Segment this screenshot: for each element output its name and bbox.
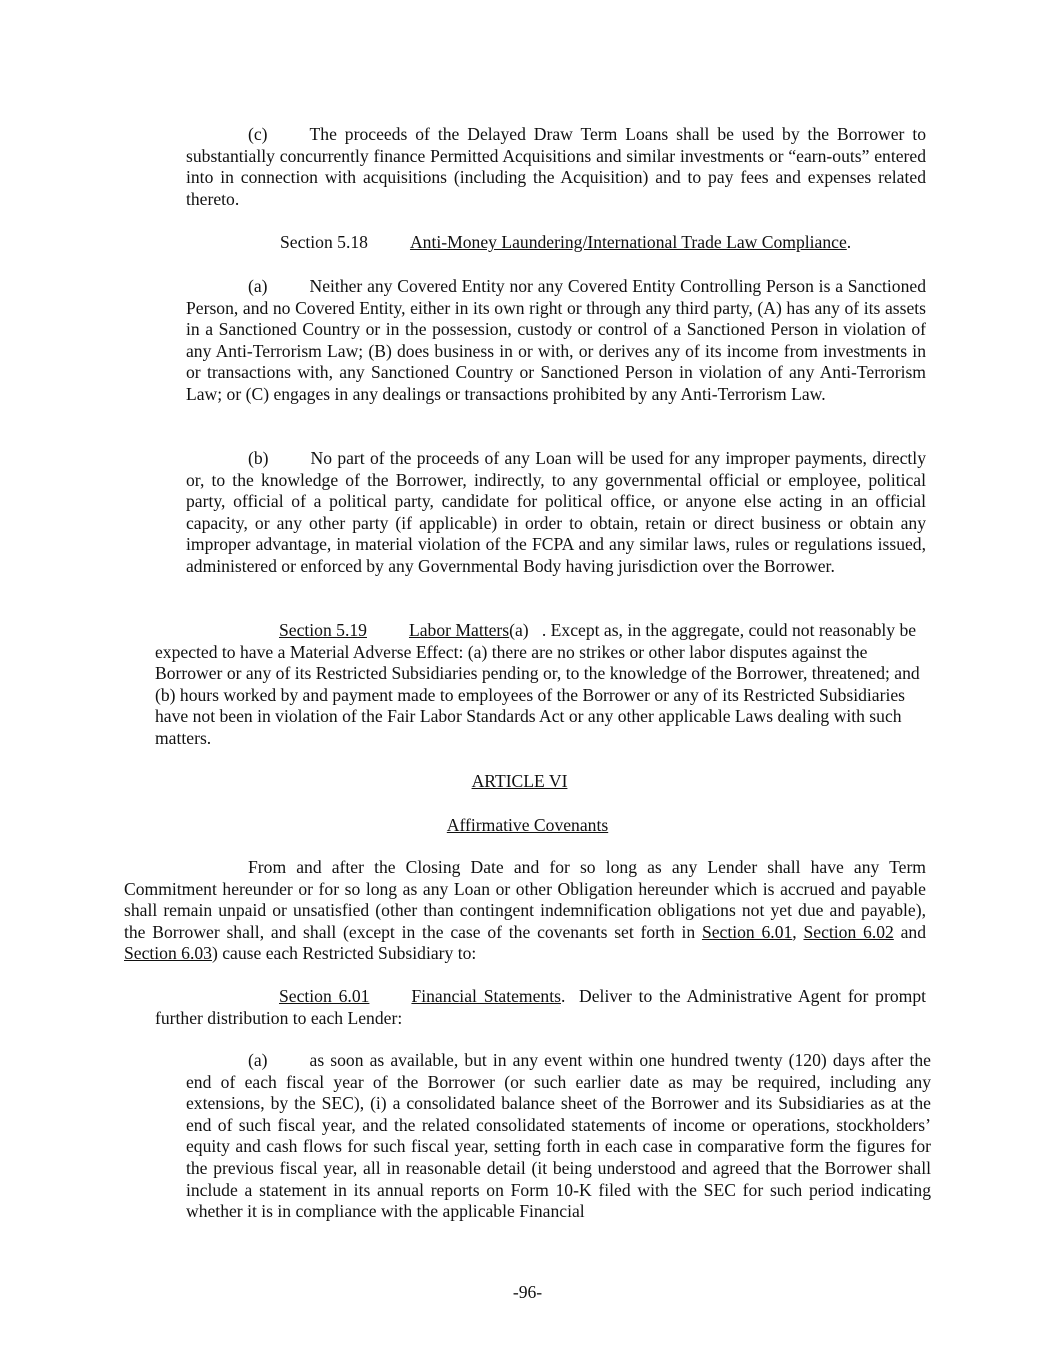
paragraph-5-18-b: [186, 448, 926, 578]
separator: and: [893, 921, 927, 942]
section-6-01: [155, 986, 931, 1029]
section-5-18-heading: [280, 232, 930, 254]
section-text: . Deliver to the Administrative Agent for prompt further distribution to each Lender:: [155, 986, 931, 1028]
paragraph-text: The proceeds of the Delayed Draw Term Loans shall be used by the Borrower to substantially concurrently finance Permitted Acquisitions and similar investments or “earn-outs” entered into in connection with acquisitions (including the Acquisition) and to pay fees and expenses related thereto.: [186, 124, 926, 209]
section-text: Except as, in the aggregate, could not reasonably be expected to have a Material Adverse Effect: (a) there are no strikes or other labor disputes against the Borrower or any of its Restricted Subsidiaries pending or, to the knowledge of the Borrower, threatened; and (b) hours worked by and payment made to employees of the Borrower or any of its Restricted Subsidiaries have not been in violation of the Fair Labor Standards Act or any other applicable Laws dealing with such matters.: [155, 620, 920, 748]
paragraph-text: as soon as available, but in any event within one hundred twenty (120) days after the end of each fiscal year of the Borrower (or such earlier date as may be required, including any extensions, by the SEC), (i) a consolidated balance sheet of the Borrower and its Subsidiaries as at the end of such fiscal year, and the related consolidated statements of income or operations, stockholders’ equity and cash flows for such fiscal year, setting forth in each case in comparative form the figures for the previous fiscal year, all in reasonable detail (it being understood and agreed that the Borrower shall include a statement in its annual reports on Form 10-K filed with the SEC for such period indicating whether it is in compliance with the applicable Financial: [186, 1050, 931, 1222]
section-title: Anti-Money Laundering/International Trade Law Compliance: [409, 232, 847, 252]
paragraph-label: (c): [248, 124, 268, 144]
section-number: Section 5.18: [280, 232, 368, 252]
paragraph-label: (a): [248, 276, 268, 296]
section-5-19: [155, 620, 935, 750]
section-ref-6-03[interactable]: Section 6.03: [124, 943, 212, 964]
section-title-period: .: [846, 232, 852, 252]
paragraph-label: (a): [248, 1050, 268, 1070]
section-title: Financial Statements: [411, 986, 561, 1006]
section-ref-6-02[interactable]: Section 6.02: [803, 921, 894, 942]
page-number: -96-: [512, 1282, 543, 1302]
paragraph-5-18-a: [186, 276, 926, 406]
preamble-text-end: ) cause each Restricted Subsidiary to:: [211, 943, 477, 964]
paragraph-text: No part of the proceeds of any Loan will be used for any improper payments, directly or, to the knowledge of the Borrower, indirectly, to any governmental official or employee, political party, official of a political party, candidate for political office, or anyone else acting in an official capacity, or any other party (if applicable) in order to obtain, retain or direct business or obtain any improper advantage, in material violation of the FCPA and any similar laws, rules or regulations issued, administered or enforced by any Governmental Body having jurisdiction over the Borrower.: [186, 448, 926, 576]
article-title: Affirmative Covenants: [446, 815, 609, 835]
paragraph-c: [186, 124, 926, 210]
preamble: [124, 857, 926, 965]
section-number: Section 6.01: [279, 986, 370, 1006]
article-heading: [0, 771, 1055, 793]
section-ref-6-01[interactable]: Section 6.01: [701, 921, 793, 942]
section-suffix: (a) .: [509, 620, 547, 640]
article-number: ARTICLE VI: [471, 771, 568, 791]
paragraph-label: (b): [248, 448, 269, 468]
separator: ,: [792, 921, 804, 942]
paragraph-6-01-a: [186, 1050, 931, 1223]
section-title: Labor Matters: [408, 620, 510, 640]
article-subheading: [0, 815, 1055, 837]
paragraph-text: Neither any Covered Entity nor any Covered Entity Controlling Person is a Sanctioned Person, and no Covered Entity, either in its own right or through any third party, (A) has any of its assets in a Sanctioned Country or in the possession, custody or control of a Sanctioned Person in violation of any Anti-Terrorism Law; (B) does business in or with, or derives any of its income from investments in or transactions with, any Sanctioned Country or Sanctioned Person in violation of any Anti-Terrorism Law; or (C) engages in any dealings or transactions prohibited by any Anti-Terrorism Law.: [186, 276, 926, 404]
section-number: Section 5.19: [279, 620, 367, 640]
preamble-text: From and after the Closing Date and for so long as any Lender shall have any Term Commitment hereunder or for so long as any Loan or other Obligation hereunder which is accrued and payable shall remain unpaid or unsatisfied (other than contingent indemnification obligations not yet due and payable), the Borrower shall, and shall (except in the case of the covenants set forth in: [124, 857, 926, 942]
